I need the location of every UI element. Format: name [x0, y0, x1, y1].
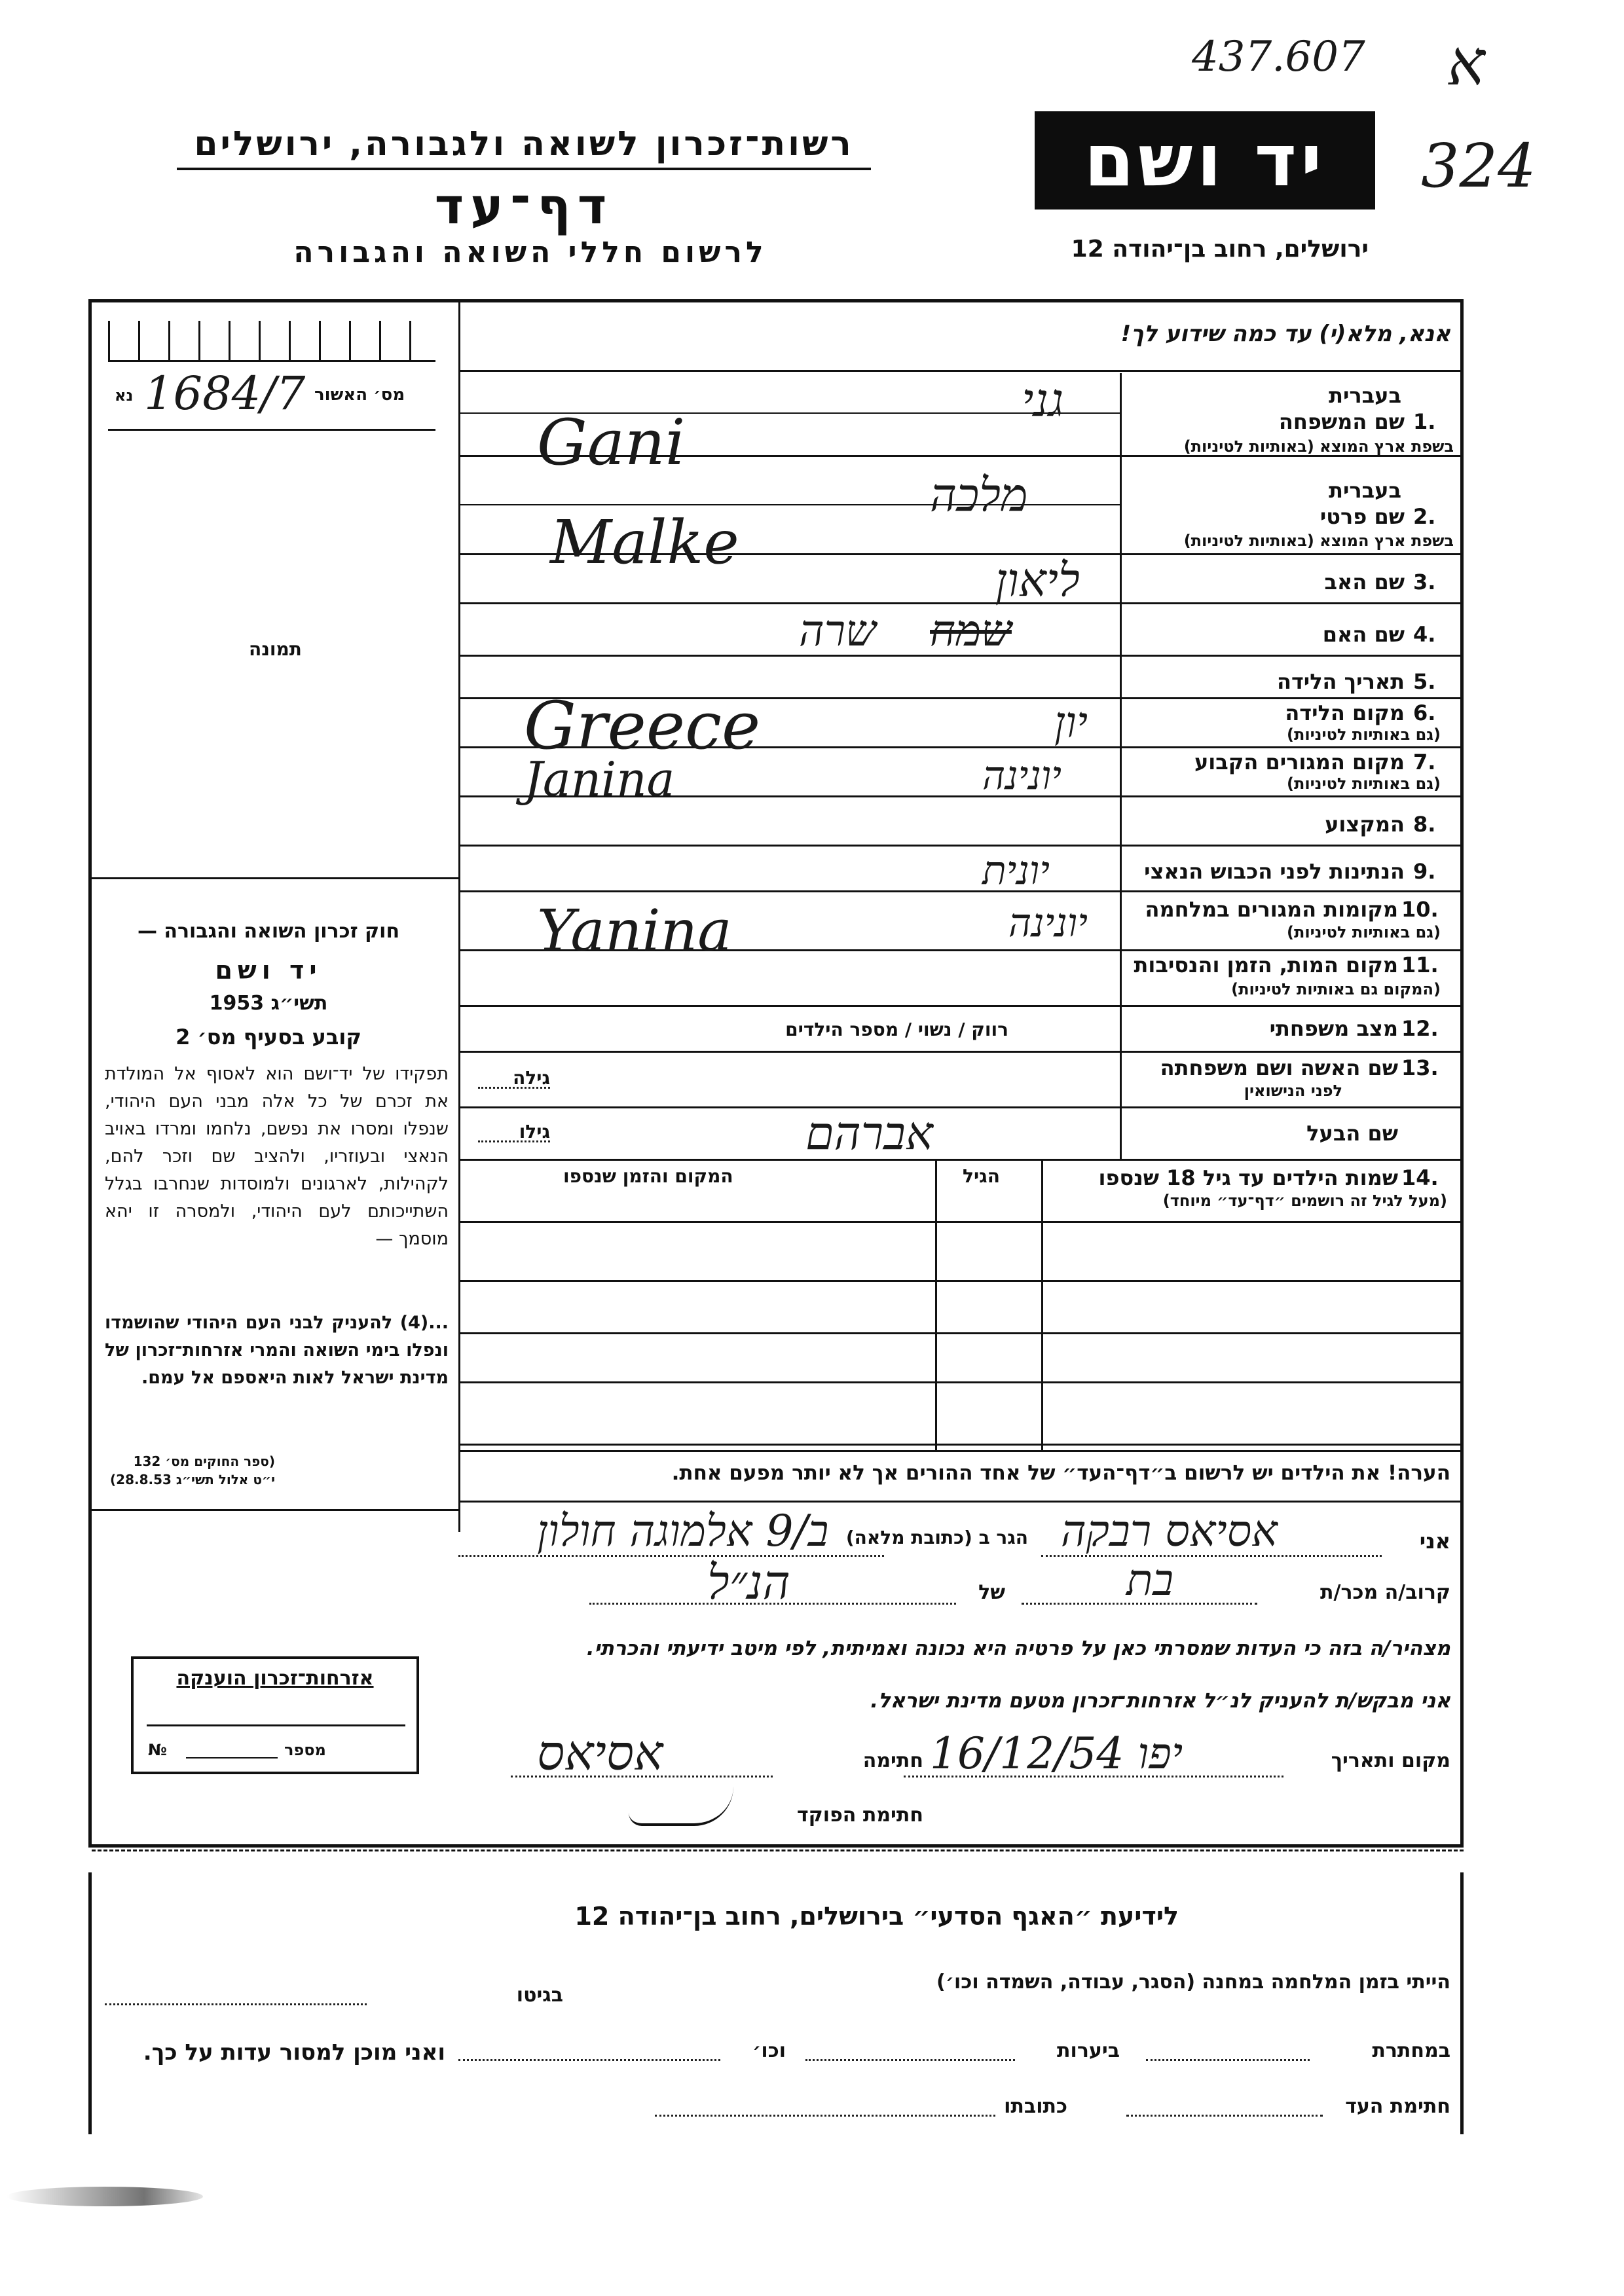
field-12-options: רווק / נשוי / מספר הילדים [785, 1019, 1008, 1040]
archive-number: 437.607 [1192, 33, 1365, 81]
field-2-number: 2. [1413, 504, 1436, 529]
field-4-value-hebrew: שרה [799, 606, 876, 656]
field-12-label: מצב משפחתי [1269, 1016, 1398, 1041]
field-1-value-hebrew: גני [1022, 373, 1064, 427]
place-date-value: יפו 16/12/54 [930, 1728, 1183, 1779]
field-7-label: מקום המגורים הקבוע [1194, 750, 1405, 774]
law-yad-vashem: יד ושם [215, 956, 322, 985]
field-6-label: מקום הלידה [1285, 701, 1405, 725]
field-13-age-label: גילה [513, 1067, 550, 1089]
field-4-number: 4. [1413, 622, 1436, 647]
field-13-label: שם האשה ושם משפחתה [1160, 1055, 1398, 1080]
field-2-hebrew-note: בעברית [1329, 478, 1401, 503]
field-5-number: 5. [1413, 669, 1436, 694]
citizenship-box-number-label: מספר [284, 1741, 326, 1759]
law-gazette-2: י״ט אלול תשי״ג 28.8.53) [110, 1472, 275, 1487]
photo-column-divider [458, 301, 460, 1532]
form-title: דף־עד [434, 177, 614, 235]
field-11-sub: (המקום גם באותיות לטיניות) [1231, 980, 1441, 998]
law-year: תשי״ג 1953 [209, 992, 328, 1015]
declaration-request: אני מבקש/ת להעניק לנ״ל אזרחות־זכרון מטעם מדינת ישראל. [870, 1689, 1450, 1713]
authority-line: רשות־זכרון לשואה ולגבורה, ירושלים [177, 124, 871, 170]
approval-number-ticks [108, 321, 435, 360]
of-label: של [978, 1581, 1005, 1604]
declaration-address: ב/9 אלמוגה חולון [537, 1506, 829, 1556]
field-6-value-hebrew: יון [1054, 697, 1088, 748]
field-5-label: תאריך הלידה [1276, 669, 1405, 694]
field-10-value-latin: Yanina [537, 897, 732, 964]
field-9-label: הנתינות לפני הכבוש הנאצי [1144, 859, 1405, 884]
form-intro: אנא, מלא(י) עד כמה שידוע לך! [1120, 321, 1450, 347]
field-2-value-latin: Malke [550, 507, 739, 577]
husband-label: שם הבעל [1306, 1121, 1398, 1146]
signature-label: חתימה [862, 1749, 923, 1772]
field-9-value-hebrew: יונית [982, 848, 1050, 894]
approval-number-value: 1684/7 [144, 367, 306, 420]
field-7-value-hebrew: יונינה [982, 753, 1061, 799]
law-clause: ...(4) להעניק לבני העם היהודי שהושמדו ונפלו בימי השואה והמרי אזרחות־זכרון של מדינת ישראל לאות היאספם אל עמם. [105, 1313, 449, 1388]
law-section: קובע בסעיף מס׳ 2 [175, 1025, 361, 1049]
husband-age-label: גילו [519, 1121, 550, 1142]
yad-vashem-logo: יד ושם [1035, 111, 1375, 210]
field-7-value-latin: Janina [524, 752, 675, 807]
field-2-label: שם פרטי [1320, 504, 1405, 529]
field-10-sub: (גם באותיות לטיניות) [1287, 923, 1441, 941]
field-9-number: 9. [1413, 859, 1436, 884]
logo-address: ירושלים, רחוב בן־יהודה 12 [1071, 236, 1369, 263]
field-13-sub: לפני הנישואין [1244, 1082, 1342, 1100]
field-10-value-hebrew: יונינה [1008, 900, 1088, 946]
declaration-address-label: הגר ב (כתובת מלאה) [845, 1527, 1028, 1548]
field-7-sub: (גם באותיות לטיניות) [1287, 774, 1441, 793]
field-14-label: שמות הילדים עד גיל 18 שנספו [1098, 1165, 1398, 1190]
relation-label: קרוב/ה מכר/ת [1320, 1581, 1450, 1604]
field-3-number: 3. [1413, 570, 1436, 594]
form-subtitle: לרשום חללי השואה והגבורה [293, 236, 767, 269]
field-7-number: 7. [1413, 750, 1436, 774]
bottom-witness-signature: חתימת העד [1345, 2095, 1450, 2118]
declaration-ani: אני [1419, 1529, 1450, 1554]
husband-value: אברהם [805, 1106, 933, 1160]
children-col-age: הגיל [963, 1165, 1000, 1187]
field-1-hebrew-note: בעברית [1329, 383, 1401, 408]
citizenship-box [131, 1656, 419, 1774]
field-3-label: שם האב [1324, 570, 1405, 594]
bottom-address: כתובתו [1004, 2095, 1067, 2118]
field-1-label: שם המשפחה [1278, 409, 1405, 434]
field-6-value-latin: Greece [524, 687, 761, 764]
corner-mark: א [1447, 26, 1485, 100]
law-title: חוק זכרון השואה והגבורה — [137, 920, 400, 943]
official-signature-label: חתימת הפוקד [797, 1804, 923, 1827]
bottom-camp-line: הייתי בזמן המלחמה במחנה (הסגר, עבודה, השמדה וכו׳) [936, 1971, 1450, 1994]
field-3-value-hebrew: ליאון [995, 553, 1080, 607]
declaration-name: אסיאס רבקה [1061, 1506, 1278, 1556]
field-2-sub: בשפת ארץ המוצא (באותיות לטיניות) [1183, 532, 1454, 550]
field-11-label: מקום המות, הזמן והנסיבות [1134, 953, 1398, 977]
field-1-number: 1. [1413, 409, 1436, 434]
field-8-number: 8. [1413, 812, 1436, 837]
bottom-title: לידיעת ״האגף הסדעי״ בירושלים, רחוב בן־יהודה 12 [574, 1902, 1179, 1931]
field-6-sub: (גם באותיות לטיניות) [1287, 725, 1441, 744]
field-10-label: מקומות המגורים במלחמה [1145, 897, 1398, 922]
bottom-ghetto: בגיטו [516, 1984, 563, 2007]
page-number: 324 [1421, 131, 1536, 201]
scan-mark [7, 2187, 203, 2206]
bottom-underground: במחתרת [1372, 2039, 1450, 2062]
law-body: תפקידו של יד־ושם הוא לאסוף אל המולדת את זכרם של כל אלה מבני העם היהודי, שנפלו ומסרו את נפשם, נלחמו ומרדו באויב הנאצי ובעוזריו, ולהציב שם וזכר להם, לקהילות, לארגונים ולמוסדות שנחרבו בגלל השתייכותם לעם היהודי, ולמסרה זו יהא מוסמך — [105, 1064, 449, 1249]
bottom-testify: ואני מוכן למסור עדות על כך. [143, 2039, 445, 2066]
declaration-statement: מצהיר/ה בזה כי העדות שמסרתי כאן על פרטיה היא נכונה ואמיתית, לפי מיטב ידיעתי והכרתי. [586, 1637, 1450, 1660]
citizenship-box-title: אזרחות־זכרון הוענקה [176, 1667, 374, 1690]
field-12-number: 12. [1401, 1016, 1439, 1041]
signature-value: אסיאס [537, 1725, 663, 1781]
field-14-sub: (מעל לגיל זה רושמים ״דף־עד״ מיוחד) [1162, 1192, 1447, 1210]
label-column-divider [1120, 373, 1122, 1159]
approval-label: מס׳ האשור [314, 385, 405, 405]
children-note: הערה! את הילדים יש לרשום ב״דף־העד״ של אחד ההורים אך לא יותר מפעם אחת. [671, 1461, 1450, 1485]
law-gazette-1: (ספר החוקים מס׳ 132 [133, 1453, 275, 1469]
photo-label: תמונה [249, 638, 302, 660]
field-14-number: 14. [1401, 1165, 1439, 1190]
bottom-etc: וכו׳ [752, 2039, 786, 2062]
field-6-number: 6. [1413, 701, 1436, 725]
of-value: הנ״ל [707, 1555, 790, 1610]
field-11-number: 11. [1401, 953, 1439, 977]
field-2-value-hebrew: מלכה [930, 468, 1028, 522]
approval-prefix: נא [115, 386, 134, 405]
field-1-value-latin: Gani [537, 406, 686, 479]
children-col-place: המקום והזמן שנספו [563, 1165, 733, 1187]
field-4-label: שם האם [1322, 622, 1405, 647]
field-10-number: 10. [1401, 897, 1439, 922]
bottom-forests: ביערות [1057, 2039, 1120, 2062]
place-date-label: מקום ותאריך [1331, 1749, 1450, 1772]
citizenship-box-mark: № [148, 1741, 167, 1759]
field-4-value-struck: שמח [930, 606, 1012, 656]
relation-value: בת [1126, 1555, 1174, 1605]
field-13-number: 13. [1401, 1055, 1439, 1080]
field-8-label: המקצוע [1325, 812, 1405, 837]
field-1-sub: בשפת ארץ המוצא (באותיות לטיניות) [1183, 437, 1454, 456]
